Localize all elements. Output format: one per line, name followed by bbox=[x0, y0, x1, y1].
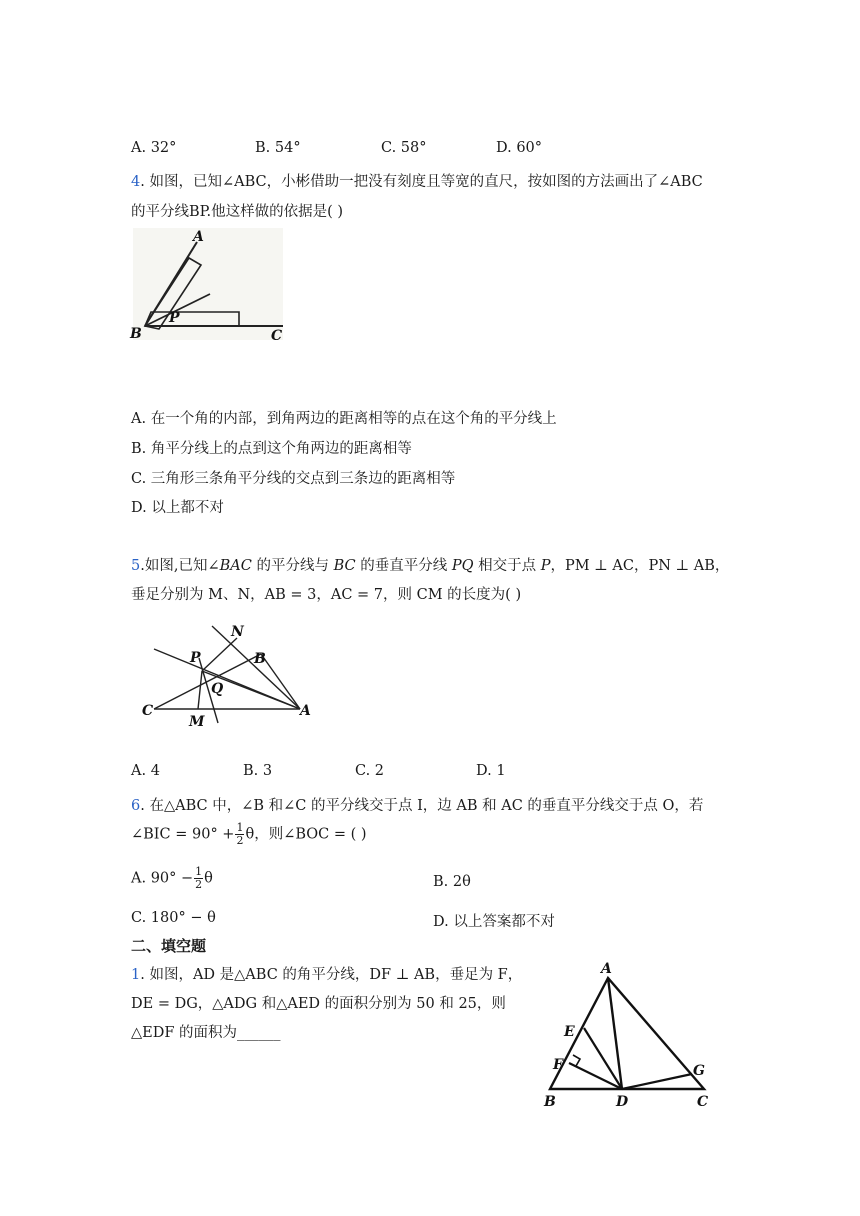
q5-label-n: N bbox=[231, 624, 244, 640]
q3-option-d: D. 60° bbox=[496, 140, 543, 156]
q3-option-a: A. 32° bbox=[131, 140, 177, 156]
q5-segment-pn bbox=[202, 638, 237, 671]
fill1-line1: 1. 如图，AD 是△ABC 的角平分线，DF ⊥ AB，垂足为 F， bbox=[131, 967, 523, 983]
q5-figure bbox=[140, 616, 320, 728]
q4-figure-bg bbox=[133, 228, 283, 340]
q6-option-a: A. 90° − $\frac{1}{2}$ θ bbox=[131, 865, 213, 891]
q4-option-a: A. 在一个角的内部，到角两边的距离相等的点在这个角的平分线上 bbox=[131, 411, 557, 427]
q3-option-c: C. 58° bbox=[381, 140, 427, 156]
q4-option-c: C. 三角形三条角平分线的交点到三条边的距离相等 bbox=[131, 471, 456, 487]
q5-line-nb bbox=[212, 626, 300, 709]
q5-line2: 垂足分别为 M、N，AB = 3，AC = 7，则 CM 的长度为( ) bbox=[131, 587, 522, 603]
fill1-label-g: G bbox=[693, 1063, 705, 1079]
q4-option-b: B. 角平分线上的点到这个角两边的距离相等 bbox=[131, 441, 412, 457]
q5-label-p: P bbox=[190, 650, 201, 666]
q4-figure bbox=[128, 225, 293, 350]
fill1-label-d: D bbox=[616, 1094, 629, 1110]
q6-option-d: D. 以上答案都不对 bbox=[433, 914, 555, 930]
fill1-label-e: E bbox=[564, 1024, 575, 1040]
q4-label-p: P bbox=[169, 310, 180, 326]
q5-label-c: C bbox=[142, 703, 154, 719]
q6-option-b: B. 2θ bbox=[433, 874, 471, 890]
q6-fraction: $\frac{1}{2}$ bbox=[236, 821, 244, 847]
q3-option-b: B. 54° bbox=[255, 140, 301, 156]
fill1-segment-gd bbox=[622, 1074, 692, 1089]
q5-line1: 5.如图,已知∠BAC 的平分线与 BC 的垂直平分线 PQ 相交于点 P，PM ⊥ AC，PN ⊥ AB， bbox=[131, 558, 730, 574]
fill1-segment-ad bbox=[608, 978, 622, 1089]
fill1-label-b: B bbox=[544, 1094, 556, 1110]
q5-side-cb bbox=[154, 654, 261, 709]
section2-title: 二、填空题 bbox=[131, 937, 207, 955]
q4-label-b: B bbox=[130, 326, 142, 342]
q5-label-q: Q bbox=[211, 681, 224, 697]
fill1-label-a: A bbox=[601, 961, 612, 977]
q5-option-a: A. 4 bbox=[131, 763, 160, 779]
q4-line2: 的平分线BP.他这样做的依据是( ) bbox=[131, 204, 344, 220]
fill1-line2: DE = DG，△ADG 和△AED 的面积分别为 50 和 25，则 bbox=[131, 996, 506, 1012]
q4-label-a: A bbox=[193, 229, 204, 245]
q5-label-b: B bbox=[254, 651, 266, 667]
q6-line1: 6. 在△ABC 中，∠B 和∠C 的平分线交于点 I，边 AB 和 AC 的垂直平分线交于点 O，若 bbox=[131, 798, 704, 814]
fill1-label-f: F bbox=[553, 1057, 563, 1073]
q6-line2: ∠BIC = 90° + $\frac{1}{2}$ θ，则∠BOC = ( ) bbox=[131, 821, 367, 847]
q5-option-d: D. 1 bbox=[476, 763, 506, 779]
q4-line1: 4. 如图，已知∠ABC，小彬借助一把没有刻度且等宽的直尺，按如图的方法画出了∠ABC bbox=[131, 174, 703, 190]
q6-option-a-fraction: $\frac{1}{2}$ bbox=[195, 865, 203, 891]
fill1-line3: △EDF 的面积为______ bbox=[131, 1025, 281, 1041]
q5-option-c: C. 2 bbox=[355, 763, 385, 779]
fill1-figure bbox=[540, 958, 720, 1110]
fill1-number: 1 bbox=[131, 967, 141, 983]
q5-option-b: B. 3 bbox=[243, 763, 273, 779]
q4-label-c: C bbox=[271, 328, 283, 344]
q6-option-c: C. 180° − θ bbox=[131, 910, 216, 926]
q4-option-d: D. 以上都不对 bbox=[131, 500, 224, 516]
q5-segment-pm bbox=[198, 671, 202, 709]
fill1-label-c: C bbox=[697, 1094, 709, 1110]
q4-number: 4 bbox=[131, 174, 141, 190]
q5-label-a: A bbox=[300, 703, 311, 719]
q5-label-m: M bbox=[189, 714, 205, 728]
q6-number: 6 bbox=[131, 798, 141, 814]
q5-number: 5 bbox=[131, 558, 141, 574]
